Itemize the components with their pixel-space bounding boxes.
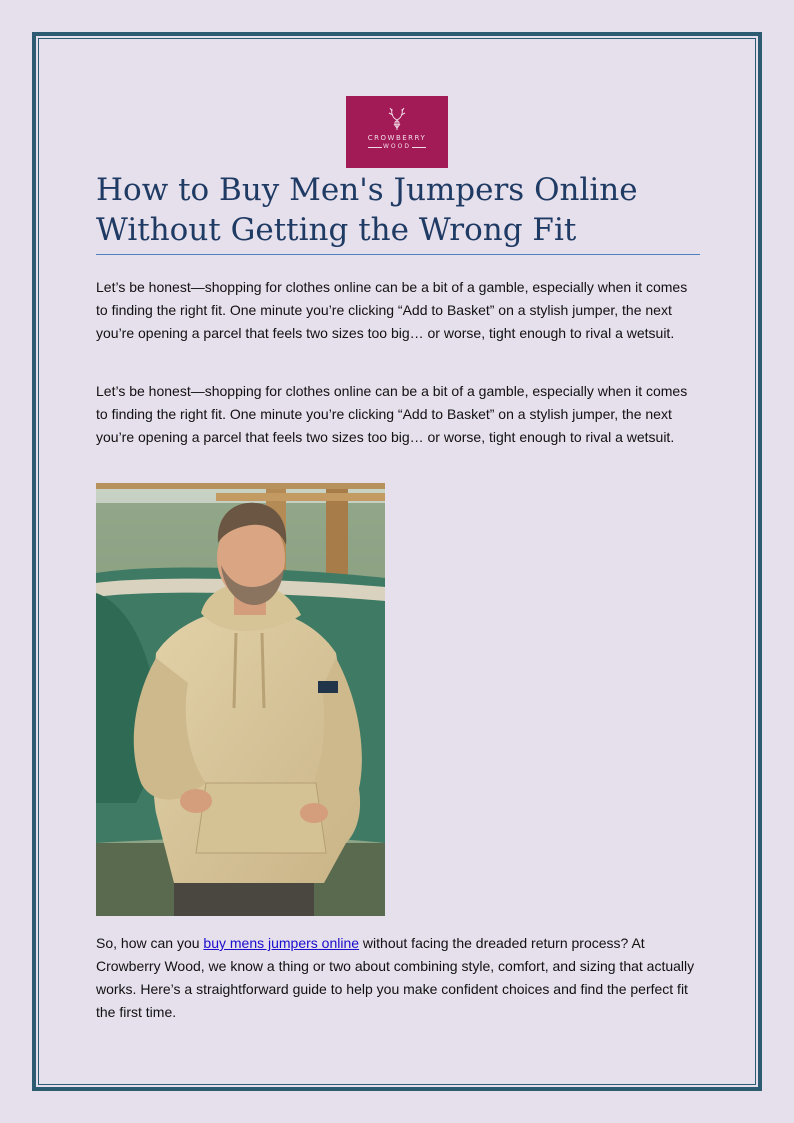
logo-text-line2: WOOD — [346, 143, 448, 150]
paragraph-text-before-link: So, how can you — [96, 935, 204, 951]
man-in-hoodie-photo — [96, 483, 385, 916]
paragraph-text-after-link: without facing the dreaded return process? At Crowberry Wood, we know a thing or two about combining style, comfort, and sizing that actually works. Here’s a straightforward guide to help you make confident choices and find the perfect fit the first time. — [96, 935, 695, 1020]
logo-text-line1: CROWBERRY — [367, 134, 427, 142]
crowberry-wood-logo — [346, 96, 448, 168]
article-title: How to Buy Men's Jumpers Online Without Getting the Wrong Fit — [96, 172, 638, 248]
buy-mens-jumpers-link[interactable]: buy mens jumpers online — [203, 935, 360, 951]
stag-antler-icon — [383, 106, 411, 132]
intro-paragraph-1: Let’s be honest—shopping for clothes online can be a bit of a gamble, especially when it comes to finding the right fit. One minute you’re clicking “Add to Basket” on a stylish jumper, the next you’re opening a parcel that feels two sizes too big… or worse, tight enough to rival a wetsuit. — [96, 279, 688, 341]
intro-paragraph-2: Let’s be honest—shopping for clothes online can be a bit of a gamble, especially when it comes to finding the right fit. One minute you’re clicking “Add to Basket” on a stylish jumper, the next you’re opening a parcel that feels two sizes too big… or worse, tight enough to rival a wetsuit. — [96, 383, 688, 445]
title-underline — [96, 254, 700, 255]
guide-intro-paragraph — [96, 932, 696, 1024]
